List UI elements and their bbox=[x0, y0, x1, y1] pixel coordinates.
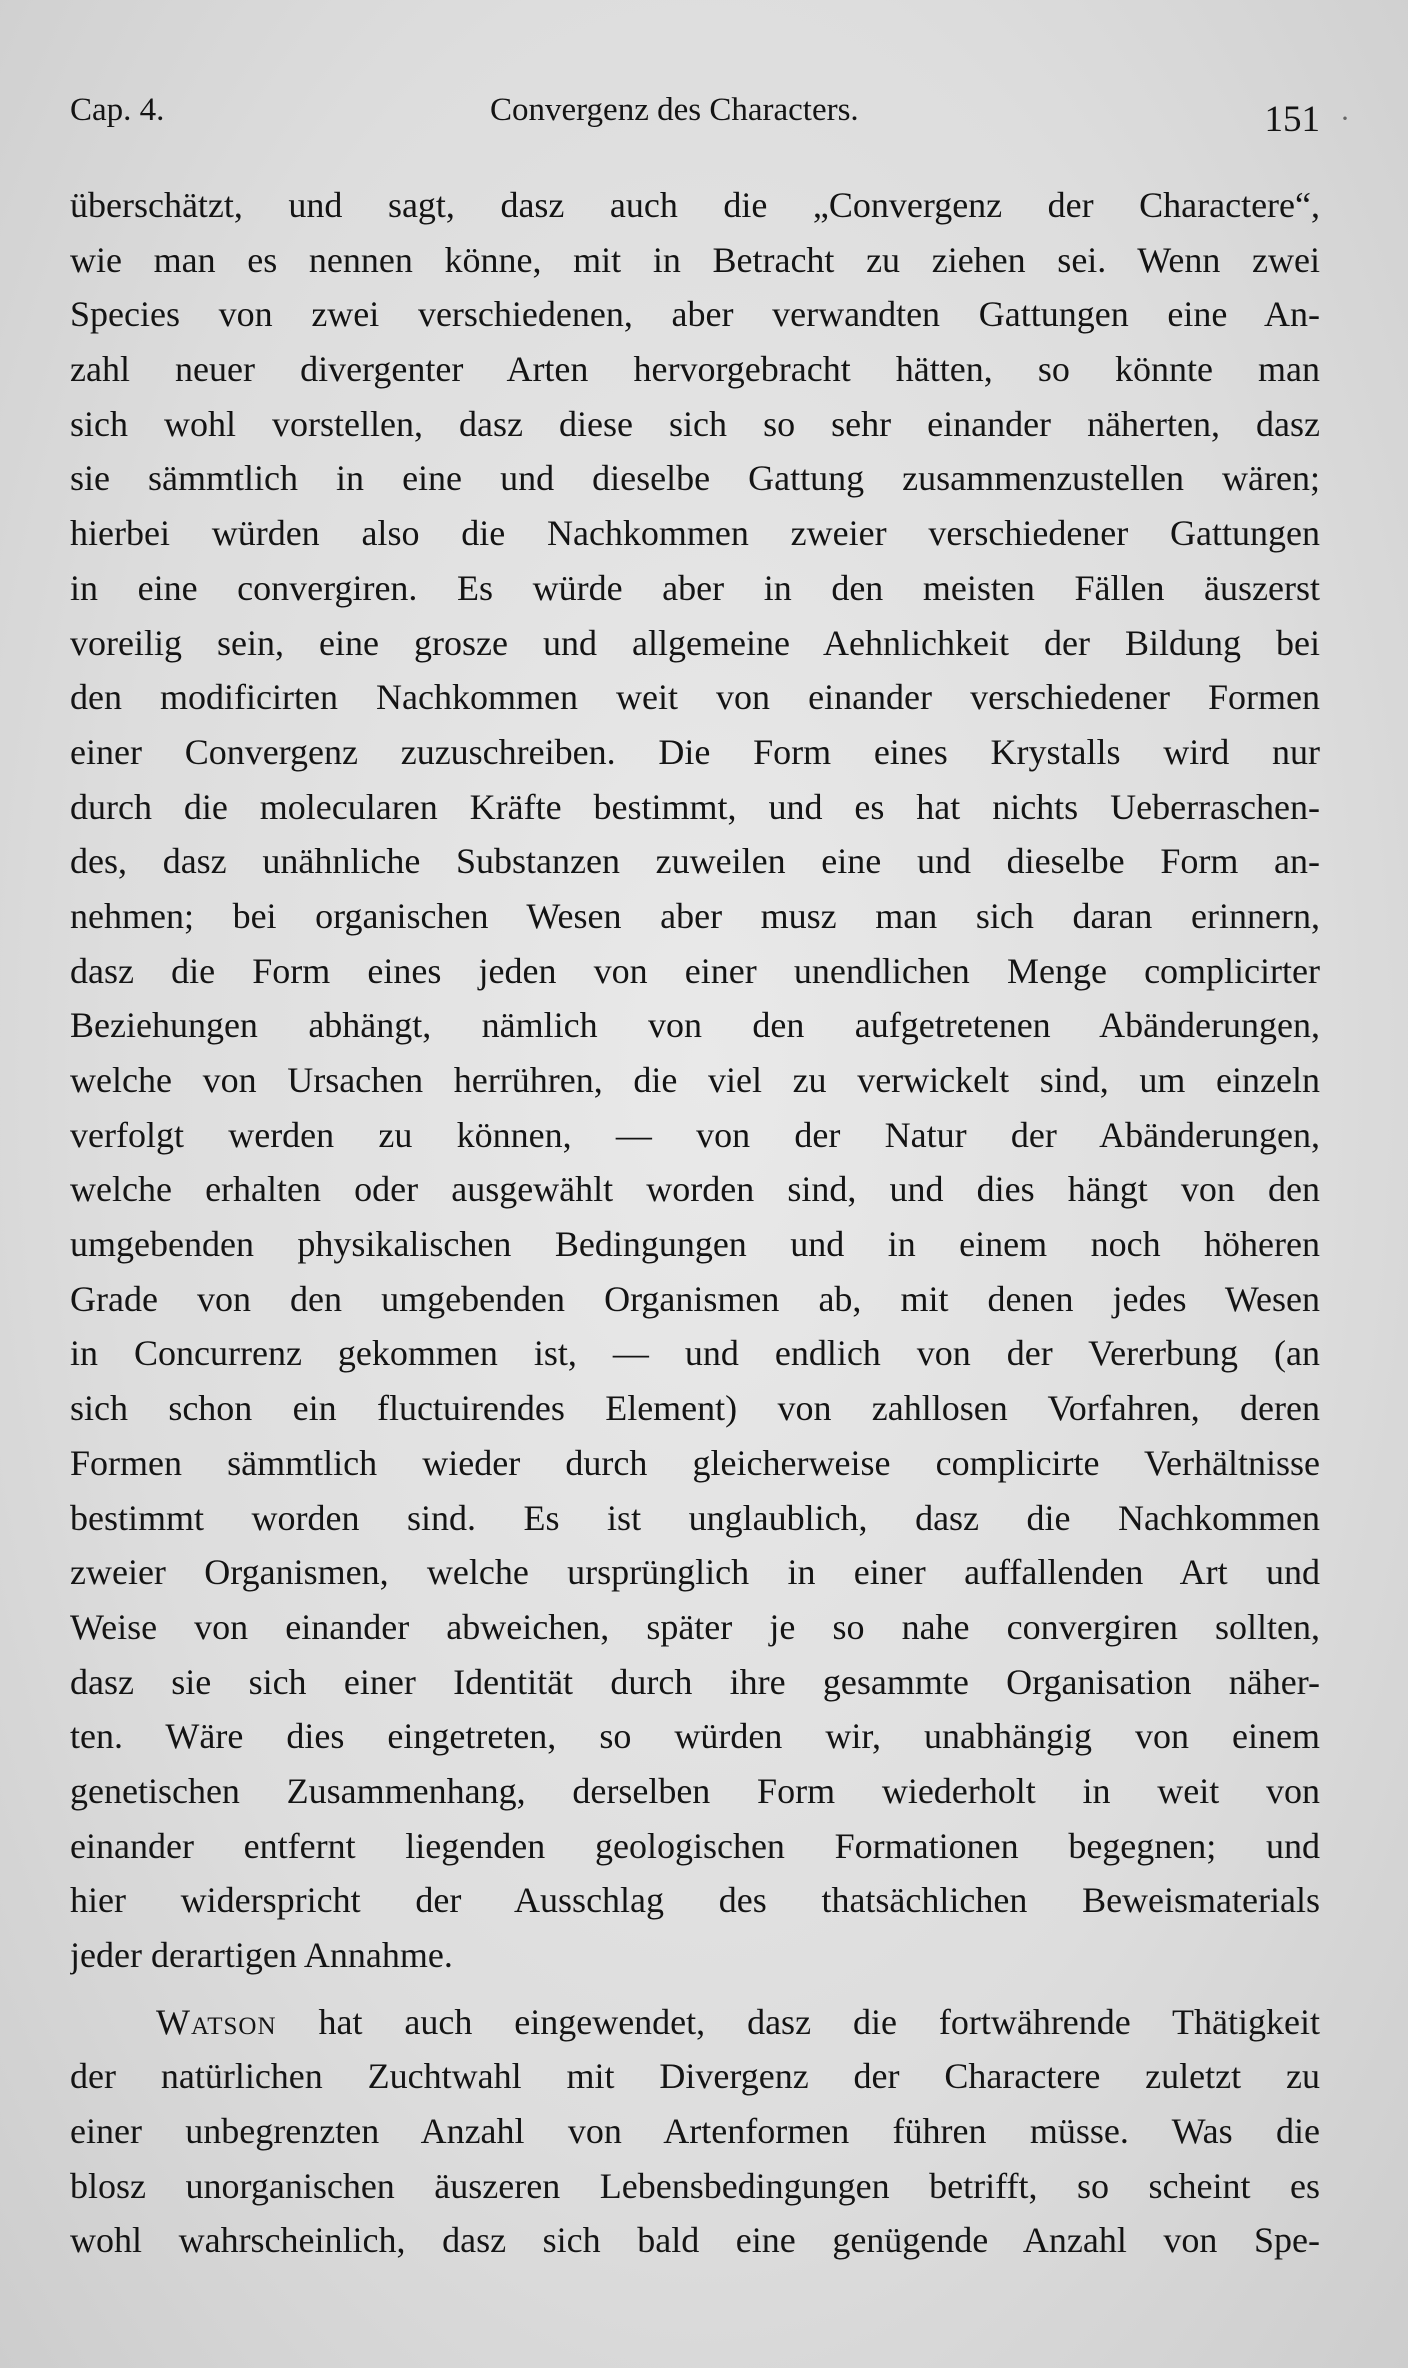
text-line: einer Convergenz zuzuschreiben. Die Form eines Krystalls wird nur bbox=[70, 731, 1320, 772]
text-line: dasz die Form eines jeden von einer unendlichen Menge complicirter bbox=[70, 950, 1320, 991]
text-line: genetischen Zusammenhang, derselben Form wiederholt in weit von bbox=[70, 1770, 1320, 1811]
paragraph-2 bbox=[70, 1995, 1320, 2268]
text-line: des, dasz unähnliche Substanzen zuweilen eine und dieselbe Form an- bbox=[70, 841, 1320, 882]
text-line: voreilig sein, eine grosze und allgemeine Aehnlichkeit der Bildung bei bbox=[70, 622, 1320, 663]
text-line: Species von zwei verschiedenen, aber verwandten Gattungen eine An- bbox=[70, 294, 1320, 335]
text-line: zweier Organismen, welche ursprünglich in einer auffallenden Art und bbox=[70, 1552, 1320, 1593]
body-text bbox=[70, 178, 1320, 2268]
text-line: in eine convergiren. Es würde aber in den meisten Fällen äuszerst bbox=[70, 567, 1320, 608]
text-line: sich schon ein fluctuirendes Element) von zahllosen Vorfahren, deren bbox=[70, 1388, 1320, 1429]
text-line: einer unbegrenzten Anzahl von Artenformen führen müsse. Was die bbox=[70, 2111, 1320, 2152]
margin-mark: · bbox=[1340, 102, 1350, 135]
running-header bbox=[70, 92, 1350, 152]
text-line: einander entfernt liegenden geologischen Formationen begegnen; und bbox=[70, 1825, 1320, 1866]
text-line: Grade von den umgebenden Organismen ab, mit denen jedes Wesen bbox=[70, 1278, 1320, 1319]
text-line: hierbei würden also die Nachkommen zweier verschiedener Gattungen bbox=[70, 513, 1320, 554]
text-line: den modificirten Nachkommen weit von einander verschiedener Formen bbox=[70, 677, 1320, 718]
text-line: Weise von einander abweichen, später je so nahe convergiren sollten, bbox=[70, 1606, 1320, 1647]
paragraph-spacer bbox=[70, 1983, 1320, 1995]
author-name: Watson bbox=[156, 2001, 277, 2042]
text-line: sich wohl vorstellen, dasz diese sich so sehr einander näherten, dasz bbox=[70, 403, 1320, 444]
text-line: Formen sämmtlich wieder durch gleicherweise complicirte Verhältnisse bbox=[70, 1442, 1320, 1483]
text-line: jeder derartigen Annahme. bbox=[70, 1935, 453, 1975]
chapter-label: Cap. 4. bbox=[70, 92, 165, 128]
text-line: in Concurrenz gekommen ist, — und endlich von der Vererbung (an bbox=[70, 1333, 1320, 1374]
text-line: wohl wahrscheinlich, dasz sich bald eine genügende Anzahl von Spe- bbox=[70, 2220, 1320, 2261]
text-line: umgebenden physikalischen Bedingungen und in einem noch höheren bbox=[70, 1224, 1320, 1265]
text-line: blosz unorganischen äuszeren Lebensbedingungen betrifft, so scheint es bbox=[70, 2165, 1320, 2206]
text-line: hier widerspricht der Ausschlag des thatsächlichen Beweismaterials bbox=[70, 1880, 1320, 1921]
text-line: welche erhalten oder ausgewählt worden sind, und dies hängt von den bbox=[70, 1169, 1320, 1210]
text-line: überschätzt, und sagt, dasz auch die „Convergenz der Charactere“, bbox=[70, 185, 1320, 225]
text-line: wie man es nennen könne, mit in Betracht zu ziehen sei. Wenn zwei bbox=[70, 239, 1320, 280]
text-line: Beziehungen abhängt, nämlich von den aufgetretenen Abänderungen, bbox=[70, 1005, 1320, 1046]
running-title: Convergenz des Characters. bbox=[490, 92, 859, 128]
page-number: 151 bbox=[1264, 99, 1320, 140]
text-line: sie sämmtlich in eine und dieselbe Gattung zusammenzustellen wären; bbox=[70, 458, 1320, 499]
text-line-rest: hat auch eingewendet, dasz die fortwährende Thätigkeit bbox=[276, 2001, 1320, 2042]
text-line: welche von Ursachen herrühren, die viel zu verwickelt sind, um einzeln bbox=[70, 1060, 1320, 1100]
text-line: bestimmt worden sind. Es ist unglaublich, dasz die Nachkommen bbox=[70, 1497, 1320, 1538]
text-line: nehmen; bei organischen Wesen aber musz man sich daran erinnern, bbox=[70, 895, 1320, 936]
paragraph-1 bbox=[70, 178, 1320, 1983]
text-line: verfolgt werden zu können, — von der Natur der Abänderungen, bbox=[70, 1114, 1320, 1155]
text-line bbox=[70, 1995, 1320, 2050]
text-line: ten. Wäre dies eingetreten, so würden wir, unabhängig von einem bbox=[70, 1716, 1320, 1757]
text-line: dasz sie sich einer Identität durch ihre gesammte Organisation näher- bbox=[70, 1661, 1320, 1702]
text-line: durch die molecularen Kräfte bestimmt, und es hat nichts Ueberraschen- bbox=[70, 786, 1320, 827]
text-line: der natürlichen Zuchtwahl mit Divergenz der Charactere zuletzt zu bbox=[70, 2056, 1320, 2097]
text-line: zahl neuer divergenter Arten hervorgebracht hätten, so könnte man bbox=[70, 349, 1320, 390]
